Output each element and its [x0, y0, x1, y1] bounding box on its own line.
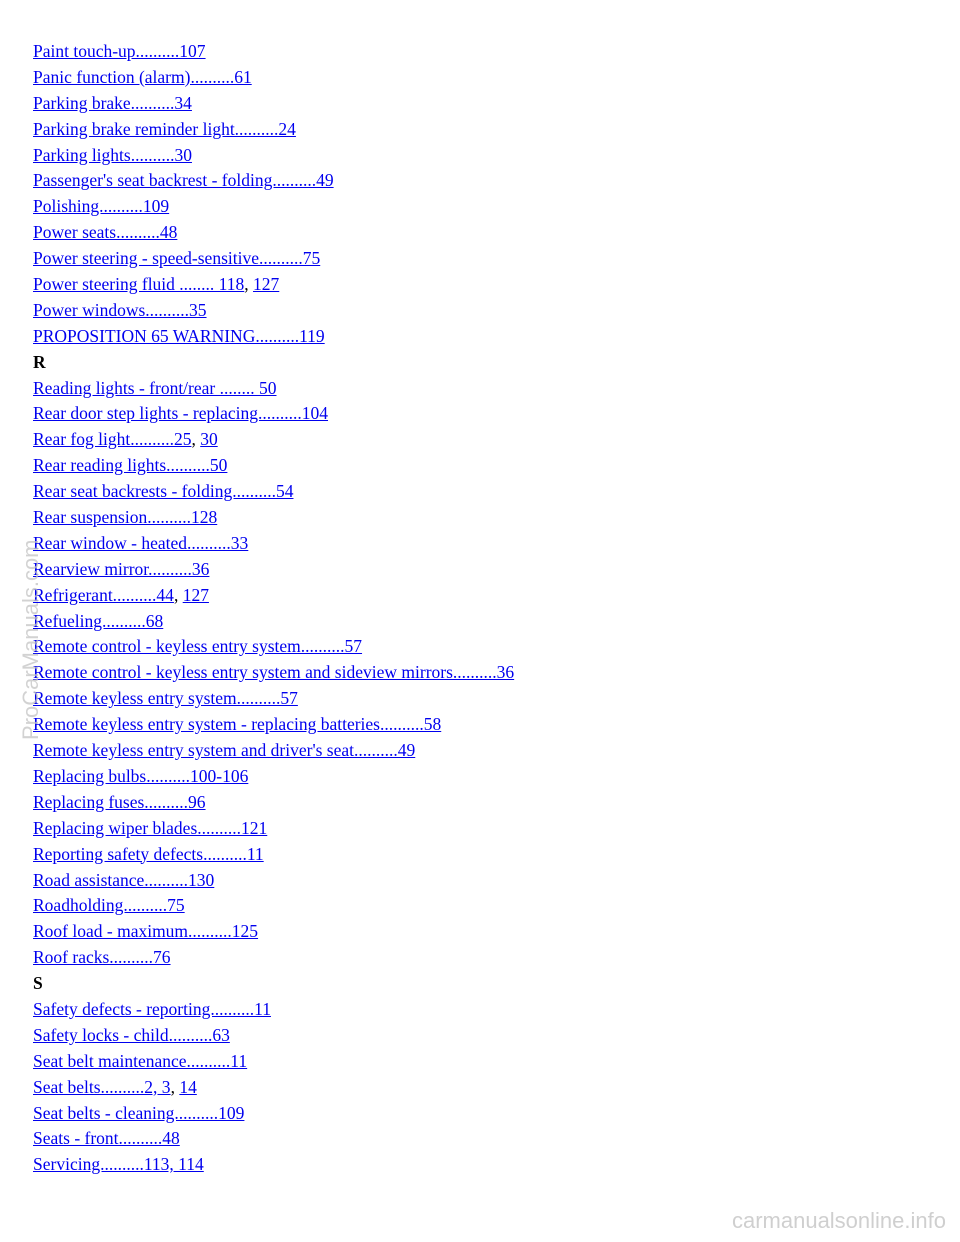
index-entry [33, 376, 514, 402]
index-link[interactable]: Servicing..........113, 114 [33, 1154, 204, 1175]
link-separator: , [191, 429, 201, 450]
index-entry [33, 945, 514, 971]
index-link[interactable]: 127 [253, 274, 280, 295]
index-entry [33, 893, 514, 919]
index-entry [33, 1101, 514, 1127]
link-separator: , [244, 274, 254, 295]
index-entry [33, 453, 514, 479]
index-link[interactable]: Power seats..........48 [33, 222, 178, 243]
index-link[interactable]: Replacing fuses..........96 [33, 791, 206, 812]
index-entry [33, 168, 514, 194]
index-link[interactable]: Parking lights..........30 [33, 144, 192, 165]
index-link[interactable]: Rear door step lights - replacing..........104 [33, 403, 329, 424]
index-entry [33, 842, 514, 868]
index-link[interactable]: Power steering fluid ........ 118 [33, 274, 245, 295]
index-letter-heading: S [33, 973, 43, 994]
index-entry [33, 1023, 514, 1049]
index-entry [33, 868, 514, 894]
index-link[interactable]: Remote keyless entry system - replacing batteries..........58 [33, 714, 442, 735]
index-link[interactable]: Remote keyless entry system and driver's seat..........49 [33, 740, 416, 761]
index-link[interactable]: Power steering - speed-sensitive..........75 [33, 248, 321, 269]
index-entry [33, 557, 514, 583]
index-entry [33, 91, 514, 117]
index-link[interactable]: 30 [200, 429, 218, 450]
index-entry [33, 660, 514, 686]
index-link[interactable]: Seats - front..........48 [33, 1128, 180, 1149]
index-link[interactable]: Road assistance..........130 [33, 869, 215, 890]
index-link[interactable]: Parking brake reminder light..........24 [33, 118, 296, 139]
index-link[interactable]: 127 [182, 584, 209, 605]
index-entry [33, 738, 514, 764]
index-entry [33, 1152, 514, 1178]
index-entry [33, 816, 514, 842]
index-link[interactable]: Seat belts..........2, 3 [33, 1076, 171, 1097]
index-entry [33, 1049, 514, 1075]
index-entry [33, 117, 514, 143]
index-entry [33, 65, 514, 91]
index-link[interactable]: Rear seat backrests - folding..........54 [33, 481, 294, 502]
index-link[interactable]: Reading lights - front/rear ........ 50 [33, 377, 277, 398]
index-link[interactable]: Rear suspension..........128 [33, 507, 218, 528]
index-link[interactable]: Safety defects - reporting..........11 [33, 998, 271, 1019]
watermark-carmanualsonline: carmanualsonline.info [731, 1208, 946, 1233]
index-entry [33, 1126, 514, 1152]
index-link[interactable]: Safety locks - child..........63 [33, 1024, 230, 1045]
index-link[interactable]: Power windows..........35 [33, 299, 207, 320]
index-link[interactable]: Seat belts - cleaning..........109 [33, 1102, 245, 1123]
index-letter-heading: R [33, 351, 46, 372]
index-entry [33, 505, 514, 531]
index-entry [33, 609, 514, 635]
index-entry [33, 194, 514, 220]
index-link[interactable]: Parking brake..........34 [33, 92, 192, 113]
index-link[interactable]: Roadholding..........75 [33, 895, 185, 916]
index-link[interactable]: Replacing bulbs..........100-106 [33, 765, 249, 786]
index-entry [33, 634, 514, 660]
index-link[interactable]: Rear reading lights..........50 [33, 455, 228, 476]
index-link[interactable]: Rear fog light..........25 [33, 429, 192, 450]
index-link[interactable]: Remote keyless entry system..........57 [33, 688, 298, 709]
index-link[interactable]: Remote control - keyless entry system..........57 [33, 636, 363, 657]
index-entry [33, 272, 514, 298]
index-entry [33, 1075, 514, 1101]
index-entry [33, 919, 514, 945]
index-entry [33, 686, 514, 712]
index-link[interactable]: Roof load - maximum..........125 [33, 921, 259, 942]
index-entry [33, 143, 514, 169]
index-entry [33, 246, 514, 272]
index-link[interactable]: Passenger's seat backrest - folding..........49 [33, 170, 334, 191]
index-entry [33, 39, 514, 65]
index-link[interactable]: Paint touch-up..........107 [33, 41, 206, 61]
index-link[interactable]: Reporting safety defects..........11 [33, 843, 264, 864]
index-link[interactable]: Polishing..........109 [33, 196, 170, 217]
index-entry [33, 583, 514, 609]
index-link[interactable]: Rearview mirror..........36 [33, 558, 210, 579]
index-entry [33, 997, 514, 1023]
index-entry [33, 764, 514, 790]
watermark-procarmanuals: ProCarManuals.com [18, 539, 43, 740]
index-link[interactable]: Replacing wiper blades..........121 [33, 817, 268, 838]
index-list [33, 39, 514, 1178]
index-entry [33, 298, 514, 324]
index-link[interactable]: PROPOSITION 65 WARNING..........119 [33, 325, 325, 346]
index-entry [33, 427, 514, 453]
index-link[interactable]: Rear window - heated..........33 [33, 532, 249, 553]
index-link[interactable]: Remote control - keyless entry system and sideview mirrors..........36 [33, 662, 515, 683]
index-entry [33, 531, 514, 557]
index-entry [33, 401, 514, 427]
index-link[interactable]: Seat belt maintenance..........11 [33, 1050, 248, 1071]
index-link[interactable]: 14 [179, 1076, 197, 1097]
index-link[interactable]: Panic function (alarm)..........61 [33, 66, 252, 87]
index-entry [33, 712, 514, 738]
index-entry [33, 790, 514, 816]
link-separator: , [170, 1076, 180, 1097]
index-link[interactable]: Refrigerant..........44 [33, 584, 174, 605]
index-entry [33, 324, 514, 350]
index-entry [33, 479, 514, 505]
index-entry [33, 220, 514, 246]
index-link[interactable]: Refueling..........68 [33, 610, 164, 631]
link-separator: , [173, 584, 183, 605]
index-link[interactable]: Roof racks..........76 [33, 947, 171, 968]
